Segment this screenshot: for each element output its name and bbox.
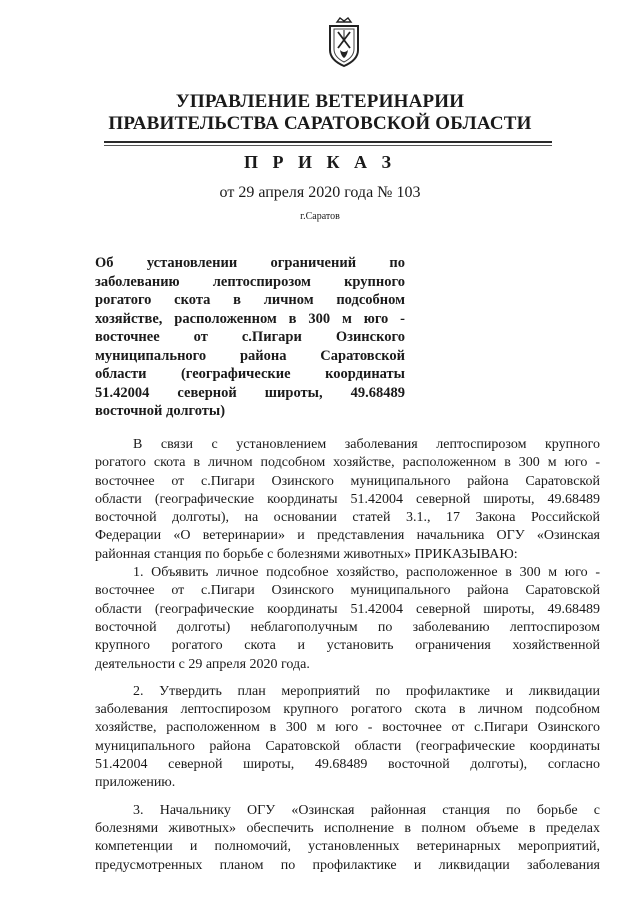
header-divider [104,141,552,143]
subject-line: муниципального района Саратовской [95,347,405,364]
preamble-paragraph [95,436,600,564]
body-line: области (географические координаты 51.42004 северной широты, 49.68489 [95,601,600,617]
body-line: предусмотренных планом по профилактике и ликвидации заболевания [95,857,600,873]
document-type: П Р И К А З [243,152,397,172]
body-line: восточнее от с.Пигари Озинского муниципального района Саратовской [95,473,600,489]
body-line: 51.42004 северной широты, 49.68489 восточной долготы), согласно [95,757,600,773]
body-line: восточной долготы) неблагополучным по заболеванию лептоспирозом [95,619,600,635]
body-line: крупного рогатого скота и установить ограничения хозяйственной [95,638,600,654]
coat-of-arms-emblem [327,16,361,68]
subject-line: рогатого скота в личном подсобном [95,292,405,308]
body-line: области (географические координаты 51.42004 северной широты, 49.68489 [95,491,600,507]
subject-line: области (географические координаты [95,366,405,382]
subject-line: 51.42004 северной широты, 49.68489 [95,384,405,401]
subject-line: восточнее от с.Пигари Озинского [95,329,405,345]
body-line: приложению. [95,775,176,791]
body-line: В связи с установлением заболевания лептоспирозом крупного [133,437,600,452]
body-line: Федерации «О ветеринарии» и представления начальника ОГУ «Озинская [95,528,600,544]
subject-line: Об установлении ограничений по [95,255,405,271]
body-line: рогатого скота в личном подсобном хозяйстве, расположенном в 300 м юго - [95,455,600,471]
body-line: 1. Объявить личное подсобное хозяйство, расположенное в 300 м юго - [133,565,600,581]
org-title-line-1: УПРАВЛЕНИЕ ВЕТЕРИНАРИИ [175,91,465,112]
order-item-3 [95,802,600,875]
org-title-line-2: ПРАВИТЕЛЬСТВА САРАТОВСКОЙ ОБЛАСТИ [108,113,532,134]
body-line: хозяйстве, расположенном в 300 м юго - восточнее от с.Пигари Озинского [95,720,600,736]
subject-line: заболеванию лептоспирозом крупного [95,273,405,290]
order-item-2 [95,683,600,793]
body-line: заболевания лептоспирозом крупного рогатого скота в личном подсобном [95,702,600,718]
body-line: районная станция по борьбе с болезнями животных» ПРИКАЗЫВАЮ: [95,546,518,562]
subject-line: восточной долготы) [95,403,226,419]
header-divider-thin [104,145,552,146]
order-body [95,436,600,875]
body-line: компетенции и полномочий, установленных ветеринарных мероприятий, [95,839,600,855]
body-line: 2. Утвердить план мероприятий по профилактике и ликвидации [133,683,600,699]
subject-line: хозяйстве, расположенном в 300 м юго - [95,310,405,327]
order-item-1 [95,564,600,674]
order-subject [95,254,405,421]
body-line: восточнее от с.Пигари Озинского муниципального района Саратовской [95,583,600,599]
body-line: муниципального района Саратовской области (географические координаты [95,738,600,754]
body-line: 3. Начальнику ОГУ «Озинская районная станция по борьбе с [133,802,600,818]
body-line: деятельности с 29 апреля 2020 года. [95,656,310,672]
order-date-number: от 29 апреля 2020 года № 103 [219,184,421,201]
body-line: болезнями животных» обеспечить исполнение в полном объеме в пределах [95,820,600,836]
body-line: восточной долготы), на основании статей 3.1., 17 Закона Российской [95,510,600,526]
order-place: г.Саратов [300,211,340,222]
